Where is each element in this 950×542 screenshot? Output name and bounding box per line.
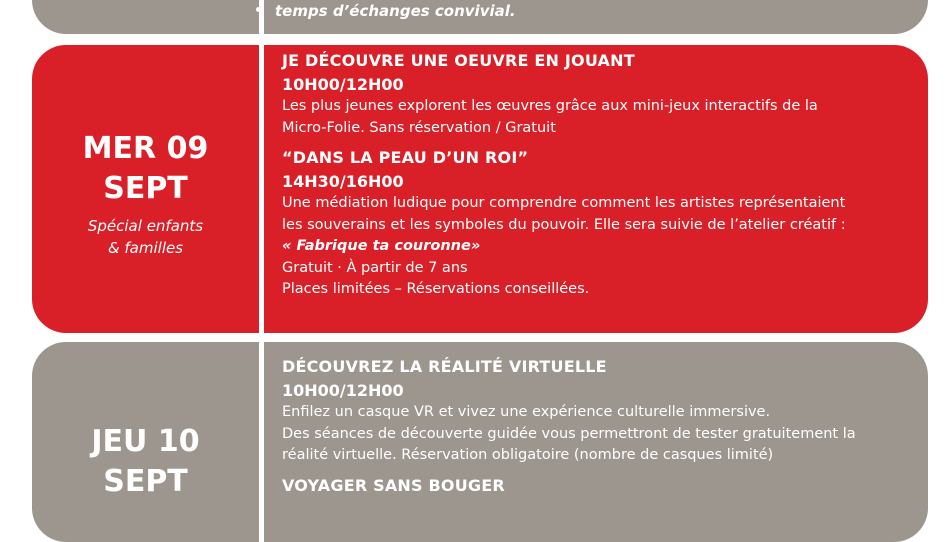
thursday-event-card [32,342,928,542]
card-divider [259,342,264,542]
event-description-line: Micro-Folie. Sans réservation / Gratuit [282,119,556,136]
event-time: 14H30/16H00 [282,172,404,191]
event-title: DÉCOUVREZ LA RÉALITÉ VIRTUELLE [282,357,607,376]
event-description-line: les souverains et les symboles du pouvoir. Elle sera suivie de l’atelier créatif : [282,216,846,233]
workshop-name: « Fabrique ta couronne» [282,238,481,254]
events-column [282,356,922,497]
event-title: JE DÉCOUVRE UNE OEUVRE EN JOUANT [282,51,635,70]
event-booking-note: Places limitées – Réservations conseillées. [282,281,590,297]
event-title: “DANS LA PEAU D’UN ROI” [282,148,529,167]
event-price: Gratuit · À partir de 7 ans [282,259,468,276]
date-month: SEPT [103,464,188,499]
event-description-line: réalité virtuelle. Réservation obligatoire (nombre de casques limité) [282,447,774,463]
event-description-line: Une médiation ludique pour comprendre comment les artistes représentaient [282,195,846,211]
card-divider [259,45,264,333]
top-bullet-text: temps d’échanges convivial. [275,2,516,20]
event-time: 10H00/12H00 [282,381,404,400]
wednesday-event-card [32,45,928,333]
audience-line-1: Spécial enfants [87,217,204,235]
audience-label [32,215,259,259]
event-description-line: Des séances de découverte guidée vous permettront de tester gratuitement la [282,425,856,442]
date-month: SEPT [103,171,188,206]
top-bullet-item [256,2,516,20]
date-block [32,129,259,259]
event-title: VOYAGER SANS BOUGER [282,475,505,495]
date-block [32,422,259,502]
date-day: MER 09 [82,131,209,166]
events-column [282,50,922,301]
date-day: JEU 10 [91,424,200,459]
event-time: 10H00/12H00 [282,75,404,94]
audience-line-2: & familles [107,239,184,257]
bullet-icon [256,7,261,12]
event-description-line: Les plus jeunes explorent les œuvres grâce aux mini-jeux interactifs de la [282,98,818,114]
event-description-line: Enfilez un casque VR et vivez une expérience culturelle immersive. [282,404,771,420]
